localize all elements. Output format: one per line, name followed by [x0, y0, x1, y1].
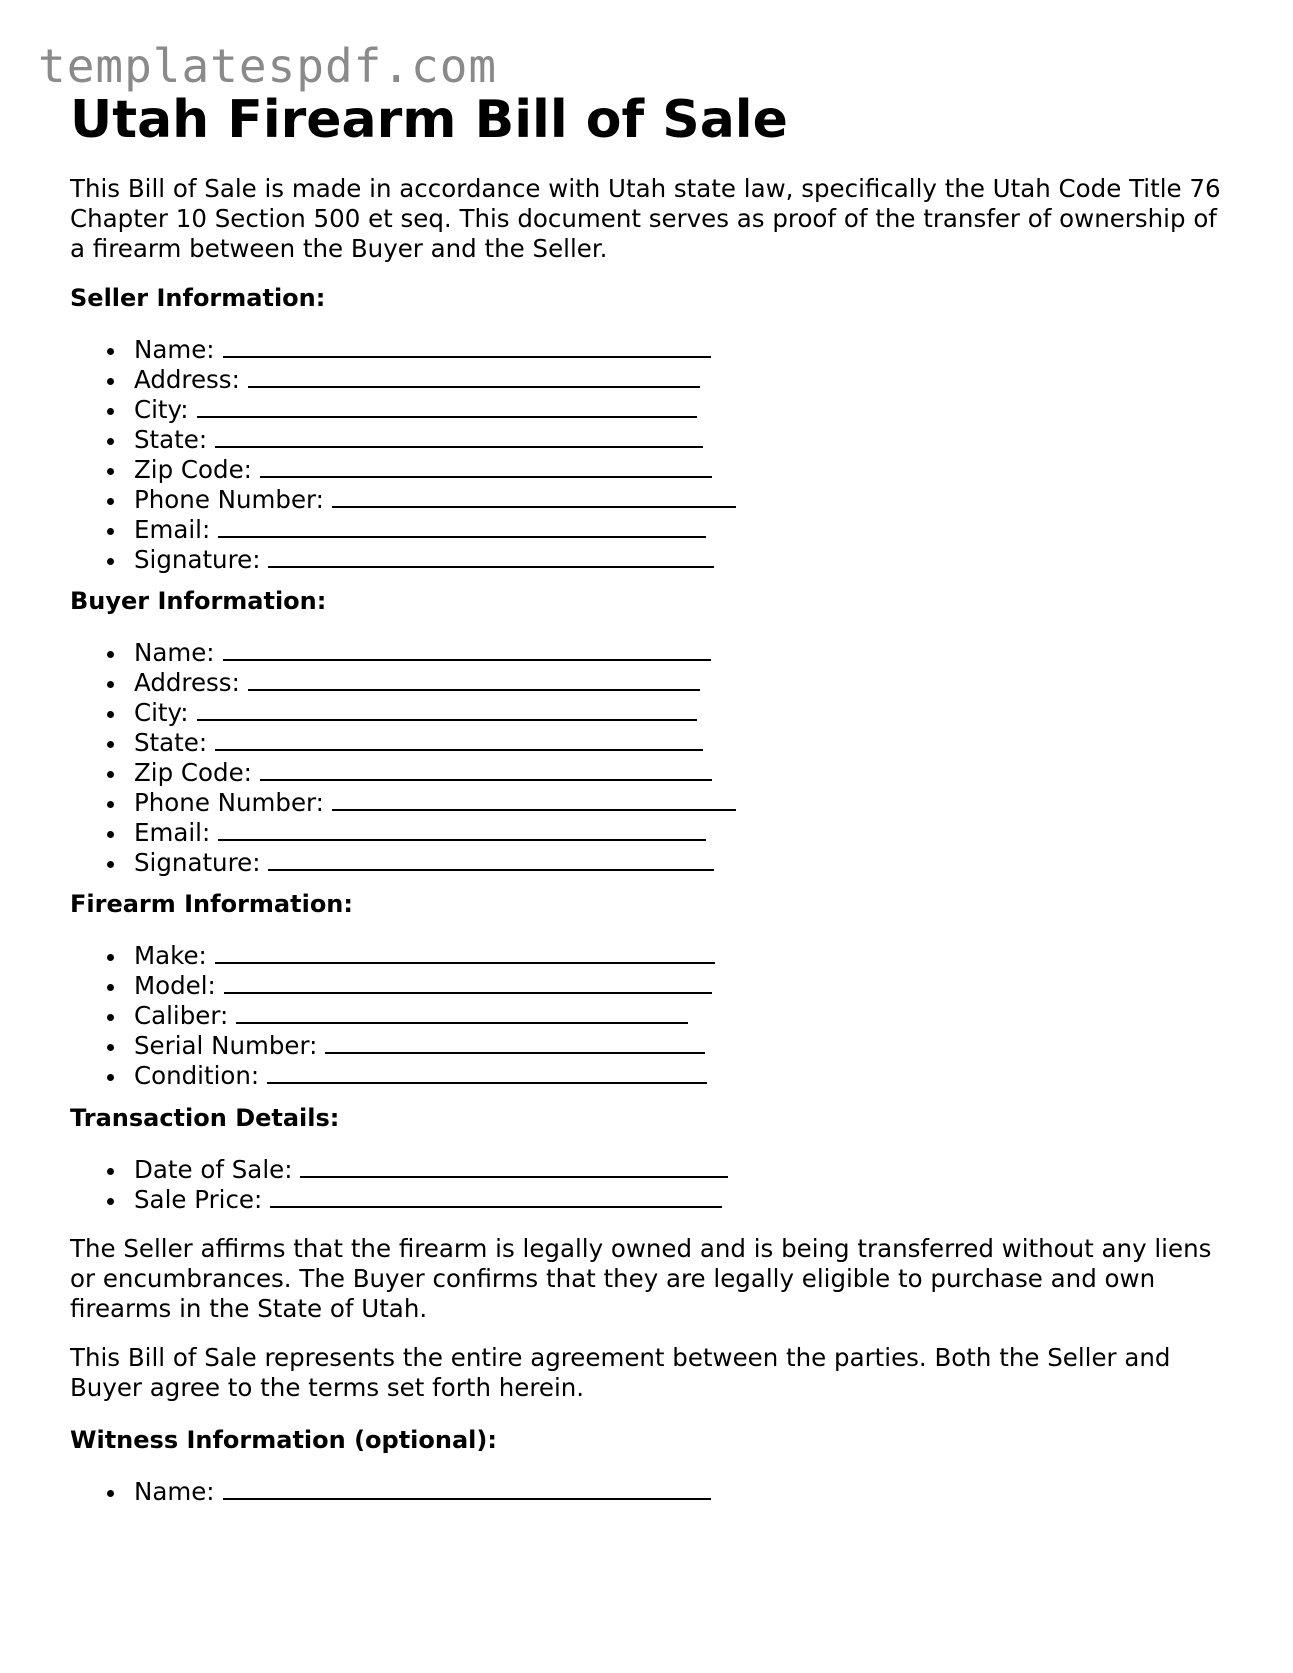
- firearm-condition-field: [134, 1061, 715, 1091]
- field-label: Make:: [134, 941, 207, 970]
- buyer-name-field: [134, 638, 736, 668]
- buyer-phone-field: [134, 788, 736, 818]
- firearm-serial-line[interactable]: [325, 1032, 705, 1054]
- witness-heading: Witness Information (optional):: [70, 1426, 497, 1454]
- field-label: State:: [134, 425, 208, 454]
- witness-name-line[interactable]: [223, 1478, 711, 1500]
- buyer-zip-field: [134, 758, 736, 788]
- seller-address-line[interactable]: [248, 366, 700, 388]
- field-label: Condition:: [134, 1061, 260, 1090]
- firearm-caliber-line[interactable]: [236, 1002, 688, 1024]
- field-label: Name:: [134, 335, 215, 364]
- seller-email-line[interactable]: [218, 516, 706, 538]
- field-label: Zip Code:: [134, 455, 252, 484]
- transaction-price-field: [134, 1185, 728, 1215]
- buyer-state-line[interactable]: [215, 729, 703, 751]
- firearm-caliber-field: [134, 1001, 715, 1031]
- seller-heading: Seller Information:: [70, 284, 326, 312]
- field-label: Sale Price:: [134, 1185, 263, 1214]
- seller-fields: [70, 335, 736, 575]
- field-label: Signature:: [134, 848, 261, 877]
- seller-phone-line[interactable]: [332, 486, 736, 508]
- field-label: Signature:: [134, 545, 261, 574]
- field-label: Zip Code:: [134, 758, 252, 787]
- buyer-signature-line[interactable]: [268, 849, 714, 871]
- firearm-model-field: [134, 971, 715, 1001]
- buyer-email-line[interactable]: [218, 819, 706, 841]
- field-label: Email:: [134, 515, 211, 544]
- buyer-heading: Buyer Information:: [70, 587, 327, 615]
- intro-paragraph: This Bill of Sale is made in accordance with Utah state law, specifically the Utah Code Title 76 Chapter 10 Section 500 et seq. This document serves as proof of the transfer of ownership of a firearm between the Buyer and the Seller.: [70, 174, 1221, 263]
- seller-email-field: [134, 515, 736, 545]
- witness-name-field: [134, 1477, 711, 1507]
- field-label: Address:: [134, 668, 240, 697]
- buyer-address-field: [134, 668, 736, 698]
- seller-phone-field: [134, 485, 736, 515]
- field-label: Date of Sale:: [134, 1155, 293, 1184]
- witness-fields: [70, 1477, 711, 1507]
- seller-address-field: [134, 365, 736, 395]
- field-label: Email:: [134, 818, 211, 847]
- firearm-make-line[interactable]: [215, 942, 715, 964]
- affirmation-paragraph: The Seller affirms that the firearm is legally owned and is being transferred without any liens or encumbrances. The Buyer confirms that they are legally eligible to purchase and own firearms in the State of Utah.: [70, 1234, 1212, 1323]
- buyer-email-field: [134, 818, 736, 848]
- field-label: City:: [134, 698, 189, 727]
- firearm-serial-field: [134, 1031, 715, 1061]
- seller-name-line[interactable]: [223, 336, 711, 358]
- buyer-fields: [70, 638, 736, 878]
- buyer-phone-line[interactable]: [332, 789, 736, 811]
- seller-name-field: [134, 335, 736, 365]
- buyer-zip-line[interactable]: [260, 759, 712, 781]
- field-label: Caliber:: [134, 1001, 229, 1030]
- seller-signature-field: [134, 545, 736, 575]
- seller-zip-line[interactable]: [260, 456, 712, 478]
- transaction-heading: Transaction Details:: [70, 1104, 340, 1132]
- field-label: Name:: [134, 1477, 215, 1506]
- agreement-paragraph: This Bill of Sale represents the entire agreement between the parties. Both the Seller and Buyer agree to the terms set forth herein.: [70, 1343, 1171, 1402]
- transaction-date-line[interactable]: [300, 1156, 728, 1178]
- field-label: State:: [134, 728, 208, 757]
- firearm-fields: [70, 941, 715, 1091]
- transaction-date-field: [134, 1155, 728, 1185]
- firearm-heading: Firearm Information:: [70, 890, 353, 918]
- watermark: templatespdf.com: [38, 39, 498, 93]
- firearm-model-line[interactable]: [224, 972, 712, 994]
- field-label: Phone Number:: [134, 485, 324, 514]
- field-label: City:: [134, 395, 189, 424]
- seller-signature-line[interactable]: [268, 546, 714, 568]
- field-label: Phone Number:: [134, 788, 324, 817]
- transaction-price-line[interactable]: [270, 1186, 722, 1208]
- seller-state-line[interactable]: [215, 426, 703, 448]
- field-label: Serial Number:: [134, 1031, 318, 1060]
- buyer-signature-field: [134, 848, 736, 878]
- buyer-city-line[interactable]: [197, 699, 697, 721]
- buyer-name-line[interactable]: [223, 639, 711, 661]
- transaction-fields: [70, 1155, 728, 1215]
- field-label: Name:: [134, 638, 215, 667]
- seller-zip-field: [134, 455, 736, 485]
- buyer-state-field: [134, 728, 736, 758]
- firearm-make-field: [134, 941, 715, 971]
- document-title: Utah Firearm Bill of Sale: [70, 90, 788, 150]
- field-label: Address:: [134, 365, 240, 394]
- seller-city-field: [134, 395, 736, 425]
- firearm-condition-line[interactable]: [267, 1062, 707, 1084]
- seller-state-field: [134, 425, 736, 455]
- buyer-city-field: [134, 698, 736, 728]
- seller-city-line[interactable]: [197, 396, 697, 418]
- field-label: Model:: [134, 971, 216, 1000]
- buyer-address-line[interactable]: [248, 669, 700, 691]
